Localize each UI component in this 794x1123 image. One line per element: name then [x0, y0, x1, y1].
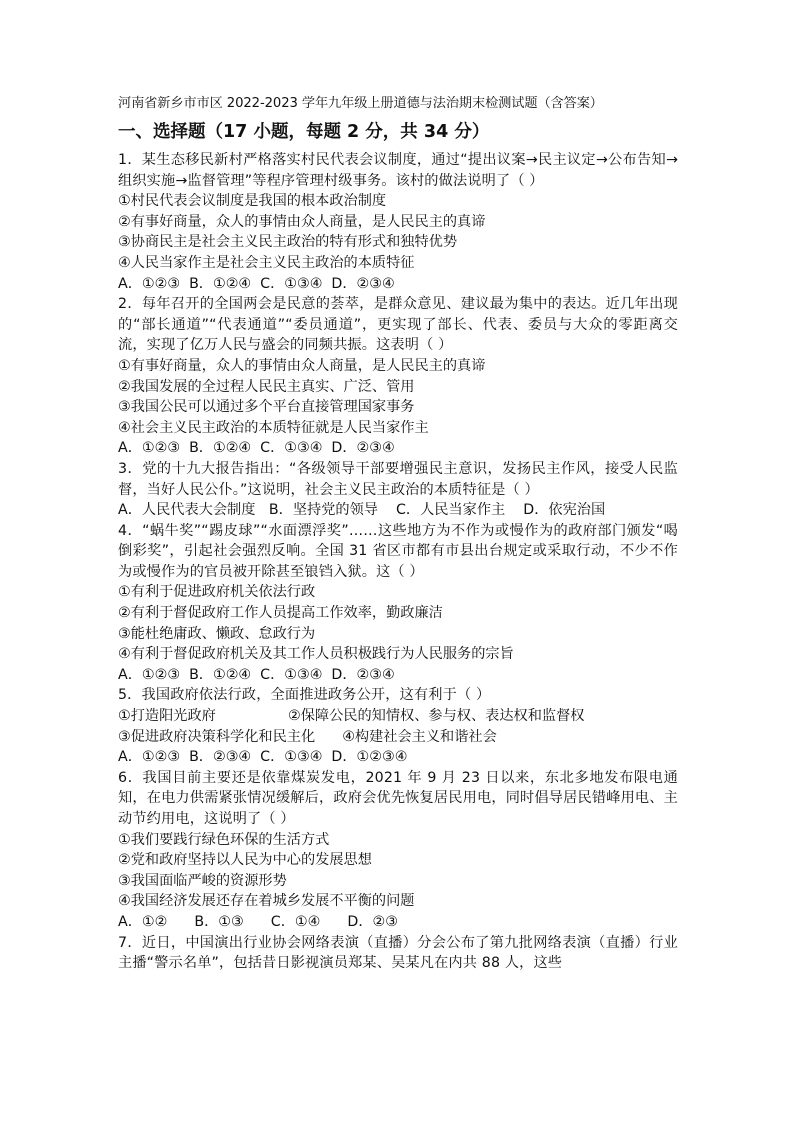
question-5 — [118, 685, 678, 767]
question-3 — [118, 459, 678, 521]
answer-choices: A．①②③ B．②③④ C．①③④ D．①②③④ — [118, 749, 408, 766]
document-title: 河南省新乡市市区 2022-2023 学年九年级上册道德与法治期末检测试题（含答案） — [118, 96, 603, 111]
option-line: ③促进政府决策科学化和民主化 ④构建社会主义和谐社会 — [118, 728, 497, 745]
option-line: ③协商民主是社会主义民主政治的特有形式和独特优势 — [118, 234, 458, 251]
section-heading: 一、选择题（17 小题，每题 2 分，共 34 分） — [118, 122, 490, 142]
option-line: ②有利于督促政府工作人员提高工作效率，勤政廉洁 — [118, 605, 443, 622]
option-line: ②党和政府坚持以人民为中心的发展思想 — [118, 852, 372, 869]
option-line: ①有利于促进政府机关依法行政 — [118, 584, 316, 601]
question-stem: 7．近日，中国演出行业协会网络表演（直播）分会公布了第九批网络表演（直播）行业主播“警示名单”，包括昔日影视演员郑某、吴某凡在内共 88 人，这些 — [118, 934, 678, 972]
option-line: ②我国发展的全过程人民民主真实、广泛、管用 — [118, 378, 415, 395]
question-stem: 2．每年召开的全国两会是民意的荟萃，是群众意见、建议最为集中的表达。近几年出现的“部长通道”“代表通道”“委员通道”，更实现了部长、代表、委员与大众的零距离交流，实现了亿万人民与盛会的同频共振。这表明（ ） — [118, 296, 678, 354]
answer-choices: A．①②③ B．①②④ C．①③④ D．②③④ — [118, 275, 395, 292]
document-page — [118, 94, 678, 974]
option-line: ①我们要践行绿色环保的生活方式 — [118, 831, 330, 848]
question-stem: 6．我国目前主要还是依靠煤炭发电，2021 年 9 月 23 日以来，东北多地发布限电通知，在电力供需紧张情况缓解后，政府会优先恢复居民用电，同时倡导居民错峰用电、主动节约用电，这说明了（ ） — [118, 769, 678, 827]
question-7 — [118, 933, 678, 974]
option-line: ①有事好商量，众人的事情由众人商量，是人民民主的真谛 — [118, 357, 486, 374]
option-line: ①村民代表会议制度是我国的根本政治制度 — [118, 193, 387, 210]
option-line: ④人民当家作主是社会主义民主政治的本质特征 — [118, 254, 415, 271]
question-6 — [118, 768, 678, 933]
answer-choices: A．①②③ B．①②④ C．①③④ D．②③④ — [118, 666, 395, 683]
answer-choices: A．①②③ B．①②④ C．①③④ D．②③④ — [118, 440, 395, 457]
question-stem: 1．某生态移民新村严格落实村民代表会议制度，通过“提出议案→民主议定→公布告知→组织实施→监督管理”等程序管理村级事务。该村的做法说明了（ ） — [118, 152, 678, 189]
question-stem: 4．“蜗牛奖”“踢皮球”“水面漂浮奖”……这些地方为不作为或慢作为的政府部门颁发“喝倒彩奖”，引起社会强烈反响。全国 31 省区市都有市县出台规定或采取行动，不少不作为或慢作为的官员被开除甚至锒铛入狱。这（ ） — [118, 522, 678, 580]
option-line: ③我国公民可以通过多个平台直接管理国家事务 — [118, 399, 415, 416]
option-line: ③我国面临严峻的资源形势 — [118, 872, 287, 889]
answer-choices: A．①② B．①③ C．①④ D．②③ — [118, 913, 398, 930]
question-stem: 3．党的十九大报告指出：“各级领导干部要增强民主意识，发扬民主作风，接受人民监督，当好人民公仆。”这说明，社会主义民主政治的本质特征是（ ） — [118, 460, 678, 498]
option-line: ②有事好商量，众人的事情由众人商量，是人民民主的真谛 — [118, 213, 486, 230]
option-line: ④社会主义民主政治的本质特征就是人民当家作主 — [118, 419, 429, 436]
question-stem: 5．我国政府依法行政，全面推进政务公开，这有利于（ ） — [118, 687, 491, 704]
question-1 — [118, 150, 678, 294]
option-line: ①打造阳光政府 ②保障公民的知情权、参与权、表达权和监督权 — [118, 708, 585, 725]
option-line: ③能杜绝庸政、懒政、怠政行为 — [118, 625, 316, 642]
option-line: ④我国经济发展还存在着城乡发展不平衡的问题 — [118, 893, 415, 910]
question-2 — [118, 294, 678, 459]
question-4 — [118, 521, 678, 686]
answer-choices: A．人民代表大会制度 B．坚持党的领导 C．人民当家作主 D．依宪治国 — [118, 502, 606, 519]
option-line: ④有利于督促政府机关及其工作人员积极践行为人民服务的宗旨 — [118, 646, 514, 663]
